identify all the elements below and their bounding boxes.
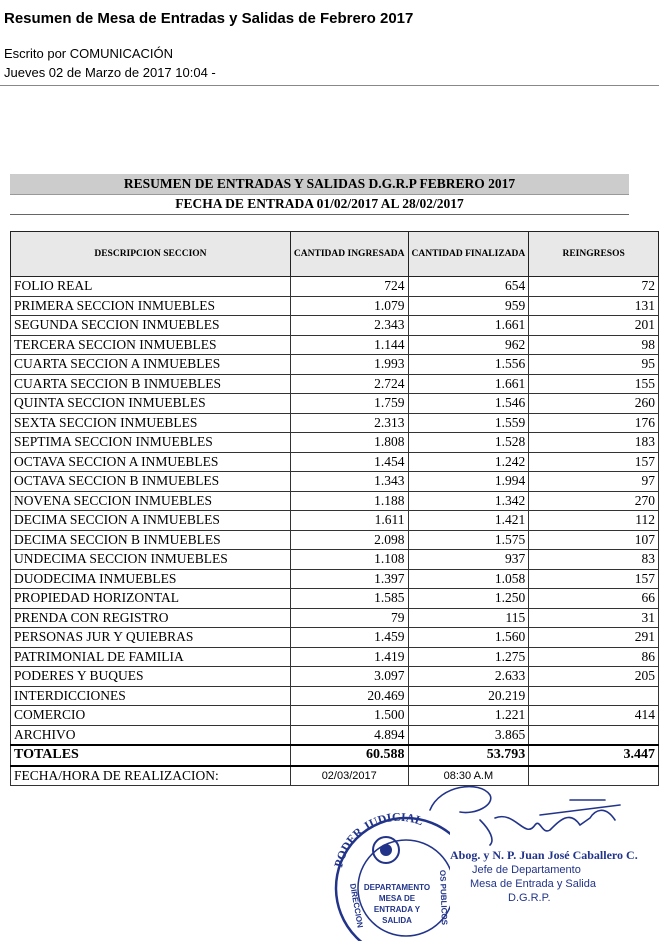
row-description: DUODECIMA INMUEBLES bbox=[11, 569, 291, 589]
row-reingresos: 112 bbox=[529, 511, 659, 531]
row-finalizada: 1.058 bbox=[408, 569, 529, 589]
column-header-ingresada: CANTIDAD INGRESADA bbox=[290, 232, 408, 277]
completion-date: 02/03/2017 bbox=[290, 766, 408, 786]
row-ingresada: 1.188 bbox=[290, 491, 408, 511]
completion-label: FECHA/HORA DE REALIZACION: bbox=[11, 766, 291, 786]
row-description: UNDECIMA SECCION INMUEBLES bbox=[11, 550, 291, 570]
row-reingresos: 66 bbox=[529, 589, 659, 609]
row-reingresos: 205 bbox=[529, 667, 659, 687]
table-row bbox=[11, 511, 659, 531]
row-description: NOVENA SECCION INMUEBLES bbox=[11, 491, 291, 511]
column-header-reingresos: REINGRESOS bbox=[529, 232, 659, 277]
table-row bbox=[11, 277, 659, 297]
row-description: OCTAVA SECCION B INMUEBLES bbox=[11, 472, 291, 492]
row-finalizada: 1.994 bbox=[408, 472, 529, 492]
table-row bbox=[11, 296, 659, 316]
row-finalizada: 937 bbox=[408, 550, 529, 570]
total-finalizada: 53.793 bbox=[408, 745, 529, 766]
row-reingresos: 86 bbox=[529, 647, 659, 667]
row-reingresos bbox=[529, 725, 659, 745]
row-finalizada: 2.633 bbox=[408, 667, 529, 687]
row-description: INTERDICCIONES bbox=[11, 686, 291, 706]
table-row bbox=[11, 667, 659, 687]
row-description: PROPIEDAD HORIZONTAL bbox=[11, 589, 291, 609]
table-header-row bbox=[11, 232, 659, 277]
row-finalizada: 654 bbox=[408, 277, 529, 297]
row-description: SEXTA SECCION INMUEBLES bbox=[11, 413, 291, 433]
table-body bbox=[11, 277, 659, 786]
row-finalizada: 959 bbox=[408, 296, 529, 316]
row-reingresos: 131 bbox=[529, 296, 659, 316]
row-finalizada: 1.661 bbox=[408, 374, 529, 394]
row-ingresada: 1.454 bbox=[290, 452, 408, 472]
row-ingresada: 1.108 bbox=[290, 550, 408, 570]
stamp-line-4: SALIDA bbox=[382, 916, 412, 925]
row-finalizada: 1.242 bbox=[408, 452, 529, 472]
row-reingresos: 157 bbox=[529, 569, 659, 589]
row-description: FOLIO REAL bbox=[11, 277, 291, 297]
row-ingresada: 20.469 bbox=[290, 686, 408, 706]
row-description: TERCERA SECCION INMUEBLES bbox=[11, 335, 291, 355]
row-finalizada: 1.221 bbox=[408, 706, 529, 726]
table-row bbox=[11, 413, 659, 433]
stamp-line-2: MESA DE bbox=[378, 894, 416, 903]
publish-date: Jueves 02 de Marzo de 2017 10:04 - bbox=[4, 65, 216, 80]
table-row bbox=[11, 374, 659, 394]
row-ingresada: 1.419 bbox=[290, 647, 408, 667]
row-ingresada: 79 bbox=[290, 608, 408, 628]
row-description: QUINTA SECCION INMUEBLES bbox=[11, 394, 291, 414]
row-reingresos: 414 bbox=[529, 706, 659, 726]
row-finalizada: 1.559 bbox=[408, 413, 529, 433]
table-row bbox=[11, 686, 659, 706]
row-ingresada: 1.343 bbox=[290, 472, 408, 492]
row-description: DECIMA SECCION A INMUEBLES bbox=[11, 511, 291, 531]
total-reingresos: 3.447 bbox=[529, 745, 659, 766]
total-ingresada: 60.588 bbox=[290, 745, 408, 766]
row-reingresos: 260 bbox=[529, 394, 659, 414]
row-finalizada: 1.342 bbox=[408, 491, 529, 511]
row-ingresada: 1.993 bbox=[290, 355, 408, 375]
document-date-range: FECHA DE ENTRADA 01/02/2017 AL 28/02/2017 bbox=[10, 194, 629, 215]
row-ingresada: 1.611 bbox=[290, 511, 408, 531]
row-description: ARCHIVO bbox=[11, 725, 291, 745]
table-row bbox=[11, 647, 659, 667]
stamp-line-3: ENTRADA Y bbox=[373, 905, 421, 914]
row-finalizada: 1.661 bbox=[408, 316, 529, 336]
row-description: PRIMERA SECCION INMUEBLES bbox=[11, 296, 291, 316]
row-ingresada: 1.500 bbox=[290, 706, 408, 726]
row-reingresos: 291 bbox=[529, 628, 659, 648]
row-ingresada: 1.144 bbox=[290, 335, 408, 355]
row-finalizada: 1.575 bbox=[408, 530, 529, 550]
table-row bbox=[11, 394, 659, 414]
table-row bbox=[11, 316, 659, 336]
row-ingresada: 1.459 bbox=[290, 628, 408, 648]
signature-icon bbox=[420, 780, 630, 850]
row-ingresada: 4.894 bbox=[290, 725, 408, 745]
header-divider bbox=[0, 85, 659, 86]
row-reingresos: 95 bbox=[529, 355, 659, 375]
row-ingresada: 1.759 bbox=[290, 394, 408, 414]
document-title-block bbox=[10, 172, 629, 214]
row-description: PATRIMONIAL DE FAMILIA bbox=[11, 647, 291, 667]
row-ingresada: 1.808 bbox=[290, 433, 408, 453]
table-row bbox=[11, 569, 659, 589]
row-reingresos: 31 bbox=[529, 608, 659, 628]
signatory-office: Mesa de Entrada y Salida bbox=[470, 878, 596, 890]
row-finalizada: 20.219 bbox=[408, 686, 529, 706]
row-reingresos: 270 bbox=[529, 491, 659, 511]
table-row bbox=[11, 452, 659, 472]
table-row bbox=[11, 706, 659, 726]
row-finalizada: 962 bbox=[408, 335, 529, 355]
signatory-name: Abog. y N. P. Juan José Caballero C. bbox=[450, 848, 638, 862]
table-row bbox=[11, 491, 659, 511]
row-reingresos bbox=[529, 686, 659, 706]
row-finalizada: 1.546 bbox=[408, 394, 529, 414]
row-ingresada: 2.098 bbox=[290, 530, 408, 550]
table-row bbox=[11, 608, 659, 628]
table-row bbox=[11, 628, 659, 648]
row-ingresada: 2.313 bbox=[290, 413, 408, 433]
row-ingresada: 3.097 bbox=[290, 667, 408, 687]
table-row bbox=[11, 335, 659, 355]
summary-table bbox=[10, 231, 659, 786]
row-description: PERSONAS JUR Y QUIEBRAS bbox=[11, 628, 291, 648]
row-reingresos: 107 bbox=[529, 530, 659, 550]
row-description: OCTAVA SECCION A INMUEBLES bbox=[11, 452, 291, 472]
row-reingresos: 97 bbox=[529, 472, 659, 492]
stamp-top-text: PODER JUDICIAL bbox=[331, 809, 426, 869]
row-reingresos: 183 bbox=[529, 433, 659, 453]
row-description: PRENDA CON REGISTRO bbox=[11, 608, 291, 628]
stamp-line-1: DEPARTAMENTO bbox=[363, 883, 431, 892]
row-reingresos: 72 bbox=[529, 277, 659, 297]
row-reingresos: 98 bbox=[529, 335, 659, 355]
row-description: CUARTA SECCION A INMUEBLES bbox=[11, 355, 291, 375]
document-title: RESUMEN DE ENTRADAS Y SALIDAS D.G.R.P FEBRERO 2017 bbox=[10, 174, 629, 195]
row-reingresos: 201 bbox=[529, 316, 659, 336]
row-finalizada: 3.865 bbox=[408, 725, 529, 745]
row-ingresada: 2.724 bbox=[290, 374, 408, 394]
column-header-description: DESCRIPCION SECCION bbox=[11, 232, 291, 277]
stamp-right-text: OS PUBLICOS bbox=[438, 869, 449, 926]
row-reingresos: 176 bbox=[529, 413, 659, 433]
table-row bbox=[11, 725, 659, 745]
row-reingresos: 155 bbox=[529, 374, 659, 394]
signatory-agency: D.G.R.P. bbox=[508, 892, 551, 904]
table-row bbox=[11, 589, 659, 609]
row-ingresada: 1.585 bbox=[290, 589, 408, 609]
author-line: Escrito por COMUNICACIÓN bbox=[4, 46, 174, 61]
table-row bbox=[11, 433, 659, 453]
row-description: PODERES Y BUQUES bbox=[11, 667, 291, 687]
signatory-role: Jefe de Departamento bbox=[472, 864, 581, 876]
row-ingresada: 1.079 bbox=[290, 296, 408, 316]
completion-time: 08:30 A.M bbox=[408, 766, 529, 786]
table-row bbox=[11, 355, 659, 375]
row-reingresos: 157 bbox=[529, 452, 659, 472]
row-finalizada: 1.275 bbox=[408, 647, 529, 667]
totals-row bbox=[11, 745, 659, 766]
table-row bbox=[11, 530, 659, 550]
totals-label: TOTALES bbox=[11, 745, 291, 766]
row-ingresada: 2.343 bbox=[290, 316, 408, 336]
article-title: Resumen de Mesa de Entradas y Salidas de Febrero 2017 bbox=[4, 10, 414, 27]
row-reingresos: 83 bbox=[529, 550, 659, 570]
table-row bbox=[11, 472, 659, 492]
row-description: SEPTIMA SECCION INMUEBLES bbox=[11, 433, 291, 453]
row-finalizada: 115 bbox=[408, 608, 529, 628]
stamp-left-text: DIRECCION bbox=[348, 882, 365, 929]
row-finalizada: 1.421 bbox=[408, 511, 529, 531]
row-ingresada: 1.397 bbox=[290, 569, 408, 589]
row-finalizada: 1.528 bbox=[408, 433, 529, 453]
row-description: COMERCIO bbox=[11, 706, 291, 726]
row-finalizada: 1.556 bbox=[408, 355, 529, 375]
row-description: CUARTA SECCION B INMUEBLES bbox=[11, 374, 291, 394]
row-finalizada: 1.560 bbox=[408, 628, 529, 648]
table-row bbox=[11, 550, 659, 570]
row-description: DECIMA SECCION B INMUEBLES bbox=[11, 530, 291, 550]
column-header-finalizada: CANTIDAD FINALIZADA bbox=[408, 232, 529, 277]
row-ingresada: 724 bbox=[290, 277, 408, 297]
row-finalizada: 1.250 bbox=[408, 589, 529, 609]
row-description: SEGUNDA SECCION INMUEBLES bbox=[11, 316, 291, 336]
